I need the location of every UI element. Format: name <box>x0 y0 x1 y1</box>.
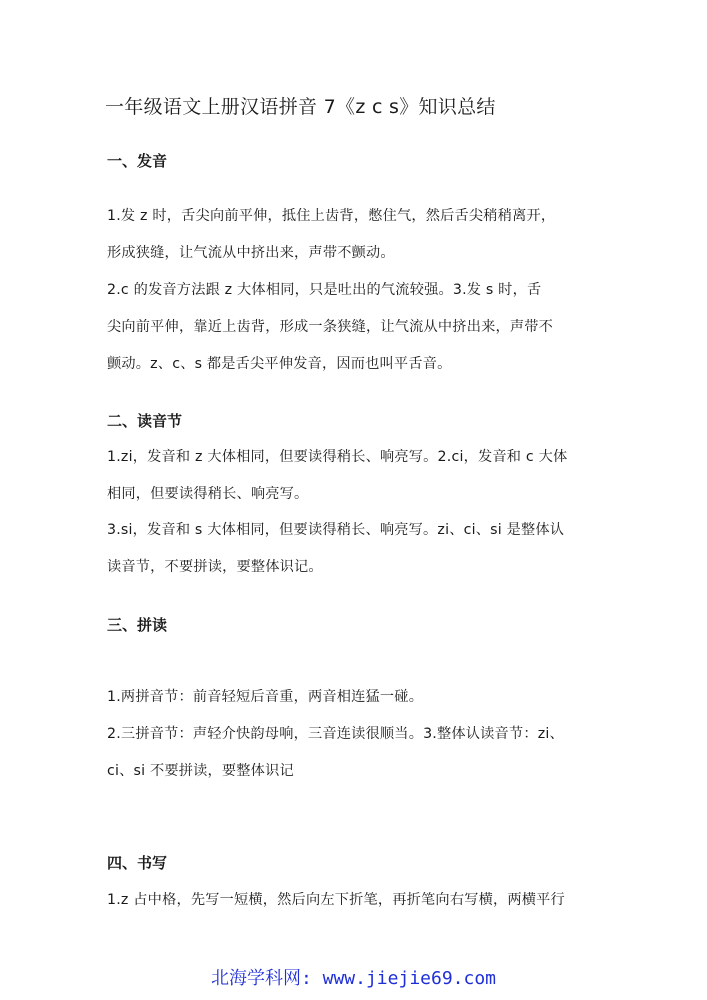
text-line: 3.si，发音和 s 大体相同，但要读得稍长、响亮写。zi、ci、si 是整体认 <box>107 522 565 538</box>
text-line: 形成狭缝，让气流从中挤出来，声带不颤动。 <box>107 245 395 261</box>
text-line: 颤动。z、c、s 都是舌尖平伸发音，因而也叫平舌音。 <box>107 356 452 372</box>
text-line: 1.zi，发音和 z 大体相同，但要读得稍长、响亮写。2.ci，发音和 c 大体 <box>107 449 568 465</box>
section-heading-writing: 四、书写 <box>107 854 168 872</box>
text-line: 1.两拼音节：前音轻短后音重，两音相连猛一碰。 <box>107 689 424 705</box>
text-line: 读音节，不要拼读，要整体识记。 <box>107 559 323 575</box>
section-heading-pronunciation: 一、发音 <box>107 152 168 170</box>
document-title: 一年级语文上册汉语拼音 7《z c s》知识总结 <box>105 96 496 118</box>
paragraph <box>107 439 605 513</box>
paragraph <box>107 716 605 790</box>
footer-watermark-link[interactable]: 北海学科网: www.jiejie69.com <box>210 968 497 989</box>
text-line: 2.三拼音节：声轻介快韵母响，三音连读很顺当。3.整体认读音节：zi、 <box>107 726 564 742</box>
text-line: 1.z 占中格，先写一短横，然后向左下折笔，再折笔向右写横，两横平行 <box>107 892 565 908</box>
paragraph <box>107 272 605 383</box>
paragraph <box>107 198 605 272</box>
text-line: 2.c 的发音方法跟 z 大体相同，只是吐出的气流较强。3.发 s 时，舌 <box>107 282 542 298</box>
paragraph <box>107 679 605 716</box>
paragraph <box>107 882 605 919</box>
text-line: 尖向前平伸，靠近上齿背，形成一条狭缝，让气流从中挤出来，声带不 <box>107 319 554 335</box>
section-heading-read-syllables: 二、读音节 <box>107 412 183 430</box>
text-line: 相同，但要读得稍长、响亮写。 <box>107 486 309 502</box>
paragraph <box>107 512 605 586</box>
text-line: ci、si 不要拼读，要整体识记 <box>107 763 294 779</box>
section-heading-spelling: 三、拼读 <box>107 616 168 634</box>
text-line: 1.发 z 时，舌尖向前平伸，抵住上齿背，憋住气，然后舌尖稍稍离开， <box>107 208 556 224</box>
